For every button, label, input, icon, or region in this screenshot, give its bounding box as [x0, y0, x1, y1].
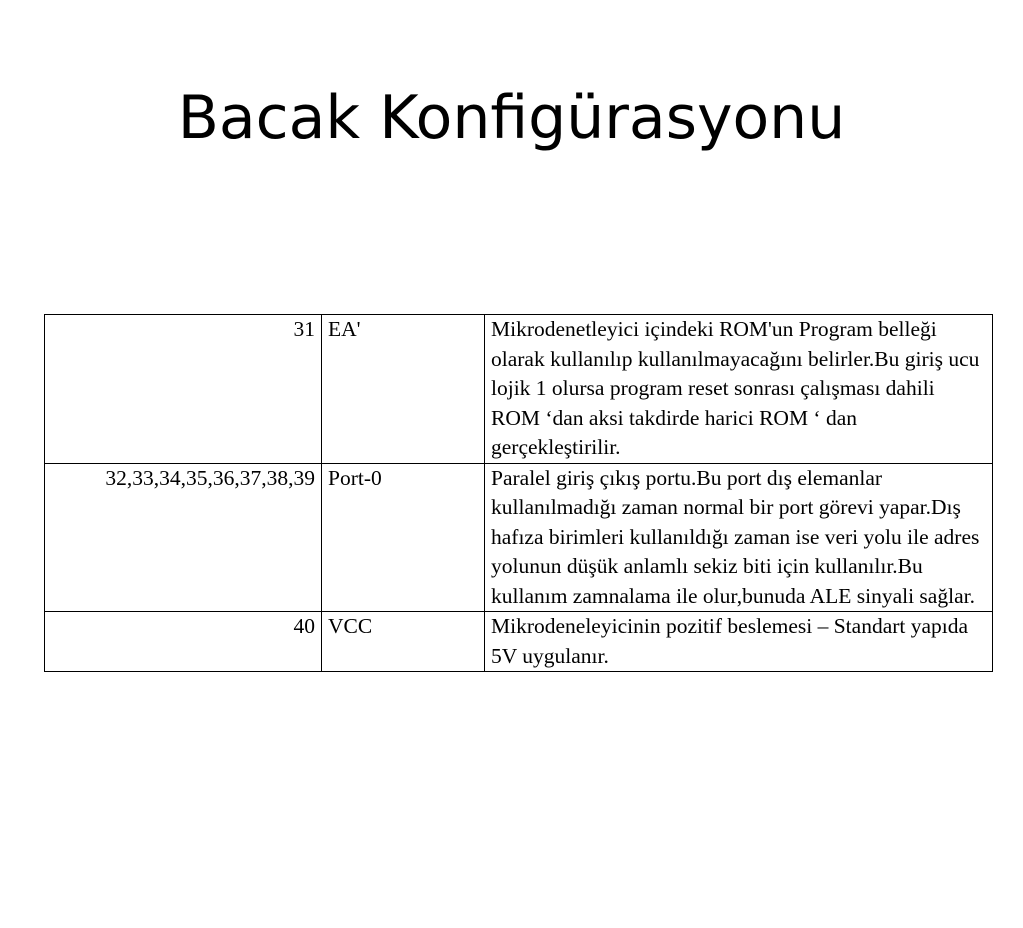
pin-description-cell: Mikrodenetleyici içindeki ROM'un Program belleği olarak kullanılıp kullanılmayacağını belirler.Bu giriş ucu lojik 1 olursa program reset sonrası çalışması dahili ROM ‘dan aksi takdirde harici ROM ‘ dan gerçekleştirilir.	[485, 315, 993, 464]
pin-configuration-table	[44, 314, 993, 672]
table-row	[45, 612, 993, 672]
pin-name-cell: EA'	[322, 315, 485, 464]
pin-description-cell: Paralel giriş çıkış portu.Bu port dış elemanlar kullanılmadığı zaman normal bir port görevi yapar.Dış hafıza birimleri kullanıldığı zaman ise veri yolu ile adres yolunun düşük anlamlı sekiz biti için kullanılır.Bu kullanım zamnalama ile olur,bunuda ALE sinyali sağlar.	[485, 463, 993, 612]
pin-numbers-cell: 40	[45, 612, 322, 672]
page-title: Bacak Konfigürasyonu	[177, 83, 846, 153]
pin-name-cell: Port-0	[322, 463, 485, 612]
table-row	[45, 463, 993, 612]
pin-numbers-cell: 32,33,34,35,36,37,38,39	[45, 463, 322, 612]
pin-numbers-cell: 31	[45, 315, 322, 464]
pin-name-cell: VCC	[322, 612, 485, 672]
table-row	[45, 315, 993, 464]
pin-description-cell: Mikrodeneleyicinin pozitif beslemesi – Standart yapıda 5V uygulanır.	[485, 612, 993, 672]
